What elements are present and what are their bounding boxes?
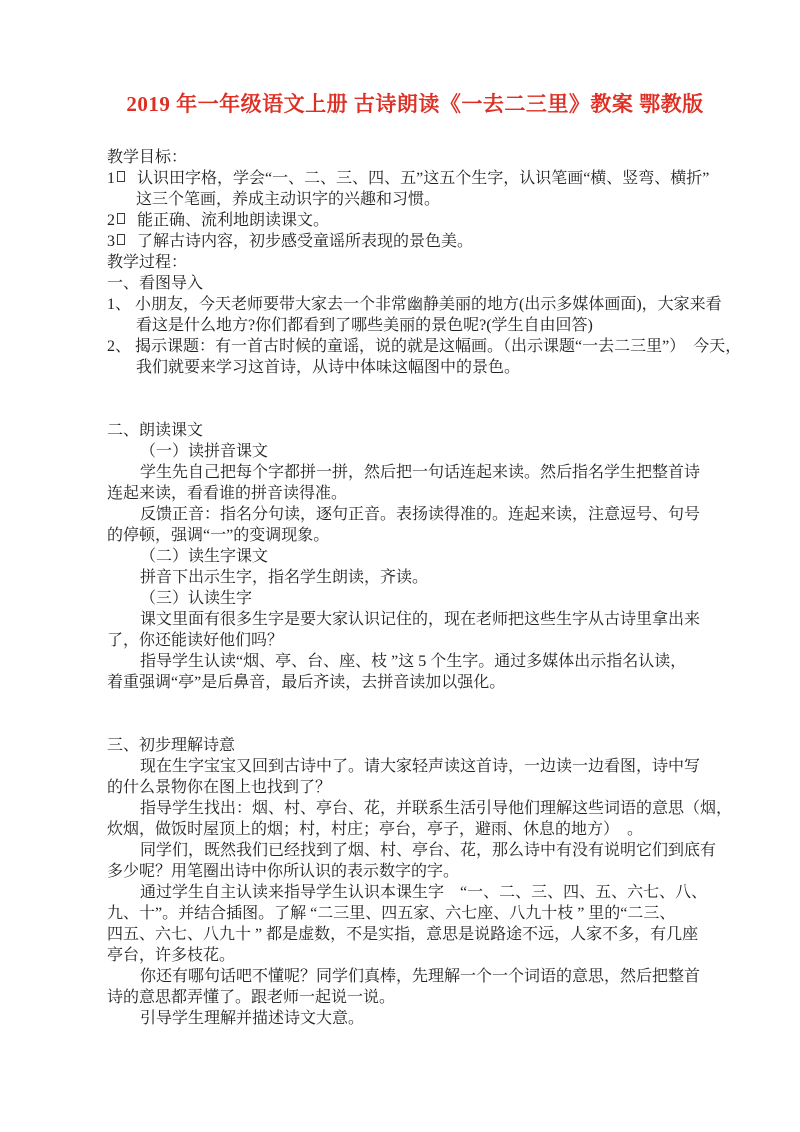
numbered-item (107, 210, 760, 231)
text-line: 炊烟，做饭时屋顶上的烟；村，村庄；亭台，亭子，避雨、休息的地方） 。 (107, 821, 644, 838)
subsection-heading: （一）读拼音课文 (140, 443, 269, 460)
text-line: 引导学生理解并描述诗文大意。 (140, 1010, 365, 1027)
text-line: 同学们，既然我们已经找到了烟、村、亭台、花，那么诗中有没有说明它们到底有 (140, 842, 717, 859)
item-number-text: 3 (107, 233, 115, 250)
text-line: 连起来读，看看谁的拼音读得准。 (107, 485, 348, 502)
item-number-text: 1 (107, 170, 115, 187)
text-line: 亭台，许多枝花。 (107, 947, 236, 964)
item-number (107, 168, 137, 189)
blank-line (107, 714, 760, 735)
text-line: 指导学生找出：烟、村、亭台、花，并联系生活引导他们理解这些词语的意思（烟， (140, 800, 733, 817)
text-line: 的停顿，强调“一”的变调现象。 (107, 527, 330, 544)
numbered-item (107, 168, 760, 189)
missing-glyph-box (117, 213, 125, 224)
text-line: 1、 小朋友，今天老师要带大家去一个非常幽静美丽的地方(出示多媒体画面)，大家来看 (107, 296, 722, 313)
text-line: 多少呢？用笔圈出诗中你所认识的表示数字的字。 (107, 863, 460, 880)
text-line: 我们就要来学习这首诗，从诗中体味这幅图中的景色。 (136, 359, 521, 376)
subsection-heading: （二）读生字课文 (140, 548, 269, 565)
item-text: 能正确、流利地朗读课文。 (137, 212, 330, 229)
item-number (107, 231, 137, 252)
text-line: 着重强调“亭”是后鼻音，最后齐读，去拼音读加以强化。 (107, 674, 506, 691)
text-line: 课文里面有很多生字是要大家认识记住的，现在老师把这些生字从古诗里拿出来 (140, 611, 701, 628)
blank-line (107, 693, 760, 714)
blank-line (107, 399, 760, 420)
numbered-item (107, 231, 760, 252)
missing-glyph-box (117, 171, 125, 182)
text-line: 反馈正音：指名分句读，逐句正音。表扬读得准的。连起来读，注意逗号、句号 (140, 506, 701, 523)
text-line: 你还有哪句话吧不懂呢？同学们真棒，先理解一个一个词语的意思，然后把整首 (140, 968, 701, 985)
text-line: 学生先自己把每个字都拼一拼，然后把一句话连起来读。然后指名学生把整首诗 (140, 464, 701, 481)
item-number-text: 2 (107, 212, 115, 229)
text-line: 现在生字宝宝又回到古诗中了。请大家轻声读这首诗，一边读一边看图，诗中写 (140, 758, 701, 775)
text-line: 诗的意思都弄懂了。跟老师一起说一说。 (107, 989, 396, 1006)
subsection-heading: （三）认读生字 (140, 590, 253, 607)
text-line: 拼音下出示生字，指名学生朗读，齐读。 (140, 569, 429, 586)
section-heading: 三、初步理解诗意 (107, 737, 236, 754)
text-line: 2、 揭示课题：有一首古时候的童谣，说的就是这幅画。（出示课题“一去二三里”） 今天， (107, 338, 742, 355)
text-line: 的什么景物你在图上也找到了？ (107, 779, 332, 796)
missing-glyph-box (117, 234, 125, 245)
text-line: 看这是什么地方?你们都看到了哪些美丽的景色呢?(学生自由回答) (136, 317, 593, 334)
text-line-heading: 教学过程： (107, 254, 188, 271)
text-line-heading: 教学目标： (107, 149, 188, 166)
document-body (0, 147, 800, 1029)
text-line: 指导学生认读“烟、亭、台、座、枝 ”这 5 个生字。通过多媒体出示指名认读， (140, 653, 687, 670)
section-heading: 一、看图导入 (107, 275, 204, 292)
document-title: 2019 年一年级语文上册 古诗朗读《一去二三里》教案 鄂教版 (126, 92, 704, 116)
blank-line (107, 378, 760, 399)
item-number (107, 210, 137, 231)
text-line: 了，你还能读好他们吗？ (107, 632, 284, 649)
text-line: 这三个笔画，养成主动识字的兴趣和习惯。 (136, 191, 441, 208)
text-line: 九、十”。并结合插图。了解 “二三里、四五家、六七座、八九十枝 ” 里的“二三、 (107, 905, 676, 922)
text-line: 四五、六七、八九十 ” 都是虚数，不是实指，意思是说路途不远，人家不多，有几座 (107, 926, 699, 943)
section-heading: 二、朗读课文 (107, 422, 204, 439)
item-text: 了解古诗内容，初步感受童谣所表现的景色美。 (137, 233, 474, 250)
item-text: 认识田字格，学会“一、二、三、四、五”这五个生字，认识笔画“横、竖弯、横折” (137, 170, 710, 187)
text-line: 通过学生自主认读来指导学生认识本课生字 “一、二、三、四、五、六七、八、 (140, 884, 708, 901)
